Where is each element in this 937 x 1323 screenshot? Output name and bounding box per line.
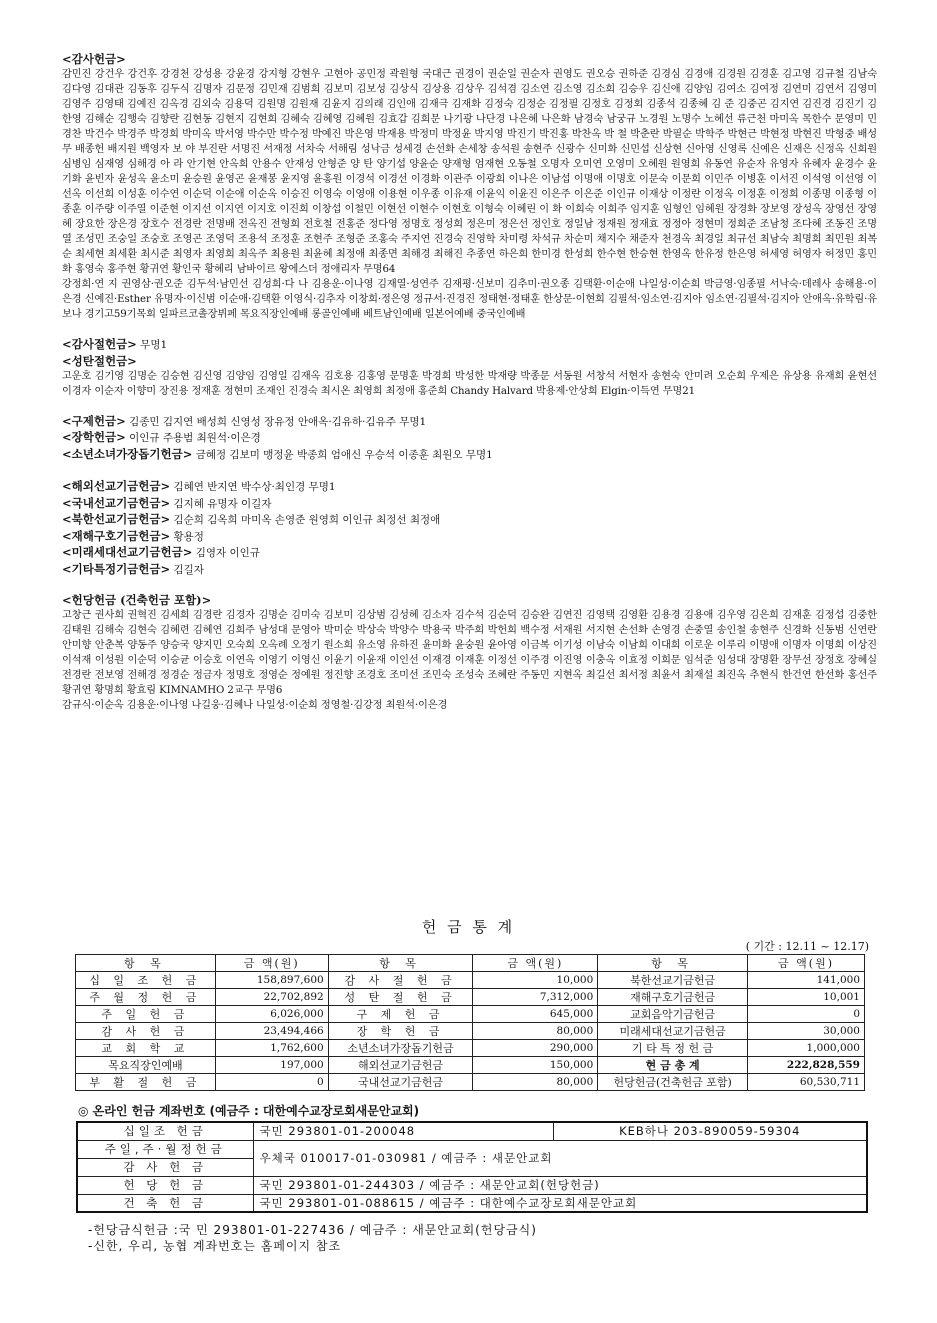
account-title: ◎ 온라인 헌금 계좌번호 (예금주 : 대한예수교장로회새문안교회) bbox=[78, 1104, 420, 1118]
stats-header: 금 액(원) bbox=[215, 955, 328, 972]
stats-value: 1,000,000 bbox=[748, 1040, 865, 1057]
account-row bbox=[77, 1140, 867, 1158]
stats-label: 감 사 절 헌 금 bbox=[328, 972, 473, 989]
account-number: 국민 293801-01-244303 / 예금주 : 새문안교회(헌당헌금) bbox=[253, 1176, 867, 1194]
section-body-heondang: 고창근 권사희 권혁진 김세희 김경란 김경자 김명순 김미숙 김보미 김상범 김성혜 김소자 김수석 김순덕 김승완 김연진 김영택 김영환 김용경 김용애 김우영 김은희 김재훈 김정섭 김중한 김태원 김해숙 김현숙 김혜련 김혜연 김희주 남성대 문영아 박미순 박상숙 박양수 박용국 박주희 박헌희 백수정 서재원 서지현 손선화 손영경 손중열 송인철 송현주 신경화 신동범 신연란 안미향 안춘복 양동주 양승국 양지민 오숙희 오옥례 오정기 원소희 유소영 유하진 윤미화 윤숭원 윤아영 이금복 이기성 이남숙 이남희 이대희 이로운 이루리 이명애 이명자 이명희 이상진 이석재 이성원 이순덕 이승균 이승호 이연옥 이영기 이영신 이윤기 이윤재 이인선 이재경 이재훈 이정선 이주경 이진영 이충옥 이효정 이희문 임석준 임성대 장명환 장무선 장정호 장혜실 전경란 전보영 전해경 정경순 정금자 정명호 정영순 정예원 정진향 조경호 조미선 조민숙 조성숙 조혜란 주동민 지현옥 최길선 최서정 최윤서 최재설 최진옥 추현식 한건연 한선화 홍선주 황귀연 황명희 황효림 KIMNAMHO 2교구 무명6 bbox=[62, 610, 877, 696]
stats-value: 30,000 bbox=[748, 1023, 865, 1040]
section-gungnae bbox=[62, 496, 877, 513]
stats-label: 국내선교기금헌금 bbox=[328, 1074, 473, 1091]
stats-header: 금 액(원) bbox=[473, 955, 598, 972]
section-body-heondang-couples: 감규식·이순옥 김용운·이나영 나길웅·김혜나 나일성·이순희 정영철·김강정 최원석·이은경 bbox=[62, 700, 448, 711]
stats-value: 23,494,466 bbox=[215, 1023, 328, 1040]
account-notes bbox=[88, 1222, 537, 1254]
stats-row bbox=[76, 972, 865, 989]
section-sonyeon bbox=[62, 447, 877, 464]
account-table bbox=[76, 1121, 868, 1213]
stats-label: 재해구호기금헌금 bbox=[598, 989, 748, 1006]
stats-header: 항 목 bbox=[328, 955, 473, 972]
section-body-gamsa: 감민진 강건우 강건후 강경천 강성용 강윤경 강지형 강현우 고현아 공민정 곽원형 국대근 권경이 권순일 권순자 권영도 권오승 권하준 김경심 김경애 김경원 김경훈 김고영 김규철 김남숙 김다영 김대관 김동후 김두식 김명자 김문정 김민재 김범희 김보미 김보성 김상식 김상용 김상우 김석겸 김소연 김소영 김소희 김승우 김신애 김양임 김여소 김여정 김연미 김연서 김영미 김영주 김영태 김예진 김옥경 김외숙 김용덕 김원명 김원재 김윤지 김의래 김인애 김재극 김재화 김정숙 김정순 김정필 김정호 김정회 김종석 김종혜 김 준 김중곤 김지연 김진경 김진기 김한영 김해순 김행숙 김향란 김현동 김현지 김현희 김혜숙 김혜영 김혜원 김효갑 김희문 나기광 나단경 나은혜 나은화 남경숙 남궁규 노경원 노명수 노혜선 류근천 마미옥 목한수 문영미 민경찬 박건수 박경주 박경희 박미옥 박서영 박수만 박수정 박예진 박은영 박재용 박정미 박정윤 박지영 박진기 박진홍 박찬옥 박 철 박춘란 박필순 박학주 박현근 박현정 박현진 박형중 배성무 배종헌 배지원 백영자 보 야 부진란 서명진 서재정 서차숙 서해림 성낙금 성세경 손선화 손세창 송석원 송현주 신광수 신미화 신민섭 신상현 신아영 신영록 신예은 신재은 신정옥 신희원 심병임 심재영 심해경 아 라 안기현 안옥희 안용수 안재성 안형준 양 탄 양기섭 양윤순 양재형 엄재현 오동철 오명자 오미연 오영미 오혜원 원영희 유동연 유순자 유영자 유혜자 윤경수 윤기화 윤빈자 윤성옥 윤소미 윤승원 윤영곤 윤재봉 윤지영 윤홍원 이경석 이경선 이경화 이관주 이광희 이나은 이남섭 이명애 이명호 이문숙 이문희 이민주 이병훈 이서진 이석영 이선영 이선옥 이선희 이성훈 이수연 이순덕 이순애 이순옥 이승진 이영숙 이영애 이용현 이우종 이유재 이윤익 이윤진 이은주 이은준 이인규 이재상 이정란 이정옥 이정훈 이정희 이종명 이종형 이종훈 이주량 이주열 이준현 이지선 이지연 이지호 이진희 이창섭 이철민 이현선 이현수 이현호 이형숙 이혜린 이 화 이희숙 이희주 임지훈 임형인 임혜원 장경화 장보영 장성옥 장영선 장영혜 장요한 장은경 장호수 전경란 전명배 전옥진 전형희 전호철 전홍준 정다영 정명호 정성희 정은미 정은선 정인호 정일남 정재원 정재효 정정아 정현미 정희준 조남청 조다혜 조동진 조명열 조성민 조숭일 조숭호 조영곤 조영덕 조용석 조정훈 조현주 조형준 조홍숙 주지연 진경숙 진영학 차미령 차석규 차순미 채지수 채준자 천경옥 최경일 최규선 최남숙 최명희 최민원 최복순 최세현 최세환 최시준 최영자 최영희 최옥주 최용원 최윤혜 최정애 최종면 최해경 최해진 추종연 하은희 한미경 한성희 한수현 한승현 한영옥 한유정 한은영 허세영 허영자 허정민 홍민화 홍영숙 홍주현 황귀연 황인국 황혜리 남바이르 왕에스더 정애리자 무명64 bbox=[62, 69, 877, 275]
account-number: 국민 293801-01-200048 bbox=[253, 1122, 553, 1140]
stats-label: 구 제 헌 금 bbox=[328, 1006, 473, 1023]
section-body-sonyeon: 금혜정 김보미 맹정윤 박종희 엄애신 우승석 이종훈 최원오 무명1 bbox=[195, 448, 493, 461]
section-title-gooje: <구제헌금> bbox=[62, 413, 126, 428]
section-title-seongtan: <성탄절헌금> bbox=[62, 353, 137, 368]
stats-label: 주 일 헌 금 bbox=[76, 1006, 216, 1023]
stats-label: 헌당헌금(건축헌금 포함) bbox=[598, 1074, 748, 1091]
stats-value: 0 bbox=[215, 1074, 328, 1091]
section-title-gita: <기타특정기금헌금> bbox=[62, 561, 171, 576]
stats-row bbox=[76, 989, 865, 1006]
stats-value: 150,000 bbox=[473, 1057, 598, 1074]
stats-header-row bbox=[76, 955, 865, 972]
account-label: 주일,주·월정헌금 bbox=[77, 1140, 253, 1158]
section-body-gamsa-couples: 강정희·연 지 권영삼·권오준 김두석·남민선 김성희·다 나 김용운·이나영 김재열·성연주 김재평·신보미 김추미·권오종 김택환·이순애 나일성·이순희 박금영·임종필 서낙숙·데레사 송해용·이은경 신예진·Esther 유명자·이신범 이순애·김택환 이영식·김추자 이창희·정은영 정규서·진경진 정태현·정태훈 한상문·이현희 김필석·임소연·김지아 임소연·김필석·김지아 안애옥·유학림·유보나 경기고59기목회 일파르코촐장뷔페 목요직장인예배 롱골인예배 베트남인예배 일본어예배 중국인예배 bbox=[62, 279, 877, 320]
stats-value: 10,000 bbox=[473, 972, 598, 989]
section-jaehae bbox=[62, 529, 877, 546]
section-title-jaehae: <재해구호기금헌금> bbox=[62, 528, 171, 543]
stats-label: 교 회 학 교 bbox=[76, 1040, 216, 1057]
section-haeoe bbox=[62, 479, 877, 496]
account-number: 국민 293801-01-088615 / 예금주 : 대한예수교장로회새문안교회 bbox=[253, 1194, 867, 1212]
section-mirae bbox=[62, 545, 877, 562]
section-body-seongtan: 고운호 김기영 김명순 김승현 김신영 김양임 김영일 김재옥 김호용 김홍영 문명훈 박경희 박성한 박재량 박종문 서동원 서창석 서현자 송현숙 안미려 오순희 우제은 유상용 유재희 윤현선 이경자 이순자 이향미 장진용 정재훈 정현미 조재인 진경숙 최시온 최영희 최정애 홍준희 Chandy Halvard 박용제·안상희 Elgin·이득연 무명21 bbox=[62, 370, 877, 397]
stats-value: 158,897,600 bbox=[215, 972, 328, 989]
account-label: 건 축 헌 금 bbox=[77, 1194, 253, 1212]
stats-label: 장 학 헌 금 bbox=[328, 1023, 473, 1040]
stats-row bbox=[76, 1023, 865, 1040]
stats-value: 141,000 bbox=[748, 972, 865, 989]
section-body-gita: 김길자 bbox=[173, 563, 204, 576]
account-label: 감 사 헌 금 bbox=[77, 1158, 253, 1176]
section-body-gamsajeol: 무명1 bbox=[140, 339, 168, 351]
stats-value: 10,001 bbox=[748, 989, 865, 1006]
section-body-haeoe: 김혜연 반지연 박수상·최인경 무명1 bbox=[173, 481, 336, 493]
section-body-jaehae: 황용정 bbox=[173, 530, 204, 543]
account-row bbox=[77, 1194, 867, 1212]
stats-label: 성 탄 절 헌 금 bbox=[328, 989, 473, 1006]
stats-value: 80,000 bbox=[473, 1074, 598, 1091]
stats-label: 해외선교기금헌금 bbox=[328, 1057, 473, 1074]
section-gamsajeol bbox=[62, 337, 877, 354]
stats-label: 교회음악기금헌금 bbox=[598, 1006, 748, 1023]
stats-total-value: 222,828,559 bbox=[748, 1057, 865, 1074]
section-gita bbox=[62, 562, 877, 579]
stats-period: ( 기간 : 12.11 ~ 12.17) bbox=[745, 940, 869, 953]
stats-header: 항 목 bbox=[598, 955, 748, 972]
section-janghak bbox=[62, 430, 877, 447]
account-number: 우체국 010017-01-030981 / 예금주 : 새문안교회 bbox=[253, 1140, 867, 1176]
section-title-haeoe: <해외선교기금헌금> bbox=[62, 479, 171, 493]
section-title-bukhan: <북한선교기금헌금> bbox=[62, 512, 171, 526]
stats-value: 22,702,892 bbox=[215, 989, 328, 1006]
account-number: KEB하나 203-890059-59304 bbox=[553, 1122, 867, 1140]
account-note: -신한, 우리, 농협 계좌번호는 홈페이지 참조 bbox=[88, 1239, 342, 1253]
offering-list bbox=[62, 52, 877, 713]
section-title-gamsa: <감사헌금> bbox=[62, 52, 126, 66]
stats-title: 헌 금 통 계 bbox=[421, 918, 516, 936]
account-label: 헌 당 헌 금 bbox=[77, 1176, 253, 1194]
section-title-sonyeon: <소년소녀가장돕기헌금> bbox=[62, 446, 193, 461]
stats-value: 60,530,711 bbox=[748, 1074, 865, 1091]
account-note: -헌당금식헌금 :국 민 293801-01-227436 / 예금주 : 새문안교회(헌당금식) bbox=[88, 1223, 537, 1237]
stats-total-label: 현 금 총 계 bbox=[598, 1057, 748, 1074]
stats-row bbox=[76, 1057, 865, 1074]
stats-header: 금 액(원) bbox=[748, 955, 865, 972]
stats-label: 감 사 헌 금 bbox=[76, 1023, 216, 1040]
stats-row bbox=[76, 1006, 865, 1023]
account-label: 십일조 헌금 bbox=[77, 1122, 253, 1140]
stats-value: 7,312,000 bbox=[473, 989, 598, 1006]
stats-row bbox=[76, 1074, 865, 1091]
section-bukhan bbox=[62, 512, 877, 529]
stats-value: 645,000 bbox=[473, 1006, 598, 1023]
section-title-gamsajeol: <감사절헌금> bbox=[62, 337, 137, 351]
stats-label: 기 타 특 정 헌 금 bbox=[598, 1040, 748, 1057]
stats-row bbox=[76, 1040, 865, 1057]
section-body-janghak: 이인규 주용범 최원석·이은경 bbox=[129, 432, 261, 444]
stats-value: 197,000 bbox=[215, 1057, 328, 1074]
section-title-janghak: <장학헌금> bbox=[62, 430, 126, 444]
stats-label: 북한선교기금헌금 bbox=[598, 972, 748, 989]
stats-value: 0 bbox=[748, 1006, 865, 1023]
section-body-gooje: 김종민 김지연 배성희 신영성 장유정 안애옥·김유하·김유주 무명1 bbox=[129, 415, 427, 428]
account-row bbox=[77, 1122, 867, 1140]
section-title-gungnae: <국내선교기금헌금> bbox=[62, 495, 171, 510]
account-row bbox=[77, 1176, 867, 1194]
section-title-heondang: <헌당헌금 (건축헌금 포함)> bbox=[62, 593, 212, 607]
section-body-gungnae: 김지혜 유명자 이길자 bbox=[173, 497, 272, 510]
stats-label: 십 일 조 헌 금 bbox=[76, 972, 216, 989]
stats-value: 80,000 bbox=[473, 1023, 598, 1040]
stats-label: 소년소녀가장돕기헌금 bbox=[328, 1040, 473, 1057]
stats-value: 290,000 bbox=[473, 1040, 598, 1057]
stats-label: 주 월 정 헌 금 bbox=[76, 989, 216, 1006]
section-body-bukhan: 김순희 김옥희 마미옥 손영준 원영희 이인규 최정선 최정애 bbox=[173, 514, 441, 526]
section-gooje bbox=[62, 414, 877, 431]
stats-header: 항 목 bbox=[76, 955, 216, 972]
stats-table bbox=[75, 954, 865, 1091]
stats-label: 미래세대선교기금헌금 bbox=[598, 1023, 748, 1040]
stats-value: 6,026,000 bbox=[215, 1006, 328, 1023]
stats-label: 부 활 절 헌 금 bbox=[76, 1074, 216, 1091]
section-body-mirae: 김영자 이인규 bbox=[195, 547, 260, 559]
section-title-mirae: <미래세대선교기금헌금> bbox=[62, 545, 193, 559]
stats-value: 1,762,600 bbox=[215, 1040, 328, 1057]
stats-label: 목요직장인예배 bbox=[76, 1057, 216, 1074]
